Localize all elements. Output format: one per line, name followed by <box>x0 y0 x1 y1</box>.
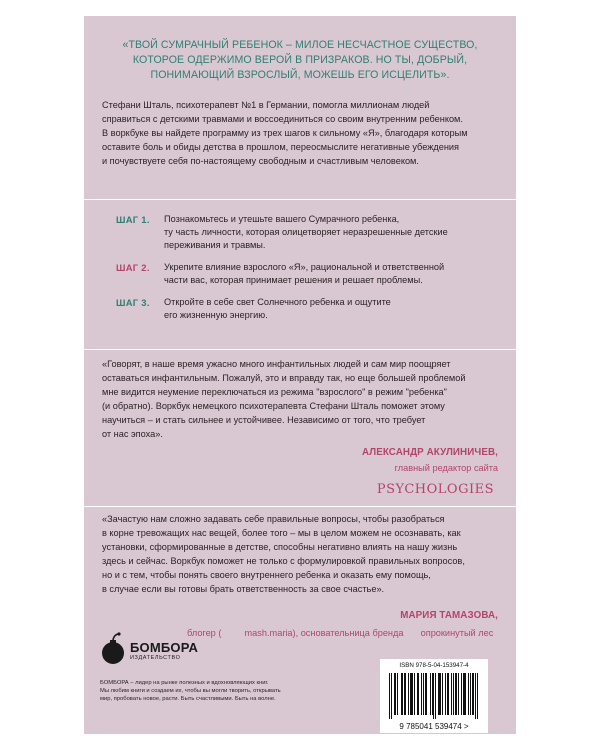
barcode-bar <box>433 673 434 719</box>
step-line: его жизненную энергию. <box>164 310 268 320</box>
barcode-bar <box>475 673 476 719</box>
step-line: Укрепите влияние взрослого «Я», рациональной и ответственной <box>164 262 445 272</box>
step-label: ШАГ 2. <box>116 262 150 273</box>
bomb-icon <box>100 632 126 666</box>
publisher-name: БОМБОРА <box>130 640 199 655</box>
quote-line: но и с тем, чтобы понять своего внутреннего ребенка и оказать ему помощь, <box>102 570 431 580</box>
barcode-bar <box>451 673 452 715</box>
blurb-line: Мы любим книги и создаем их, чтобы вы могли творить, открывать <box>100 688 281 694</box>
barcode-bar <box>465 673 466 715</box>
divider <box>84 349 516 350</box>
barcode-bar <box>440 673 441 715</box>
intro-paragraph <box>102 98 502 168</box>
step-line: ту часть личности, которая олицетворяет неразрешенные детские <box>164 227 448 237</box>
back-cover <box>84 16 516 734</box>
intro-line: Стефани Шталь, психотерапевт №1 в Германии, помогла миллионам людей <box>102 100 430 110</box>
step-1 <box>116 213 506 252</box>
barcode-bar <box>411 673 412 715</box>
barcode-bar <box>405 673 406 715</box>
step-line: части вас, которая принимает решения и решает проблемы. <box>164 275 423 285</box>
barcode-bar <box>394 673 395 715</box>
isbn-text: ISBN 978-5-04-153947-4 <box>399 662 469 669</box>
barcode-bar <box>448 673 449 715</box>
barcode-bar <box>472 673 473 715</box>
quote-tamazova <box>102 512 502 596</box>
step-text <box>164 261 506 287</box>
headline-line: «ТВОЙ СУМРАЧНЫЙ РЕБЕНОК – МИЛОЕ НЕСЧАСТНОЕ СУЩЕСТВО, <box>122 39 478 51</box>
barcode-bar <box>395 673 396 715</box>
headline-line: ПОНИМАЮЩИЙ ВЗРОСЛЫЙ, МОЖЕШЬ ЕГО ИСЦЕЛИТЬ». <box>150 69 450 81</box>
barcode-bar <box>473 673 474 715</box>
quote-author-name: МАРИЯ ТАМАЗОВА, <box>400 610 498 621</box>
intro-line: В воркбуке вы найдете программу из трех шагов к сильному «Я», благодаря которым <box>102 128 468 138</box>
step-text <box>164 296 506 322</box>
publisher-blurb <box>100 679 350 703</box>
role-part: блогер ( <box>187 628 222 638</box>
steps-list <box>116 213 506 331</box>
barcode-bar <box>430 673 431 715</box>
headline-quote <box>110 38 490 83</box>
barcode-bar <box>463 673 464 715</box>
barcode-bar <box>391 673 392 719</box>
barcode-bar <box>397 673 398 715</box>
quote-line: установки, сформированные в детстве, способны негативно влиять на нашу жизнь <box>102 542 458 552</box>
intro-line: и почувствуете себя по-настоящему свободным и счастливым человеком. <box>102 156 419 166</box>
barcode-bar <box>423 673 424 715</box>
barcode-bar <box>470 673 471 715</box>
quote-author-role: главный редактор сайта <box>394 463 498 473</box>
barcode-bar <box>438 673 439 715</box>
blurb-line: мир, пробовать новое, расти. Быть счастливыми. Быть на волне. <box>100 696 276 702</box>
barcode-bar <box>455 673 456 715</box>
barcode-bar <box>408 673 409 715</box>
role-part: mash.maria), основательница бренда <box>244 628 404 638</box>
headline-line: КОТОРОЕ ОДЕРЖИМО ВЕРОЙ В ПРИЗРАКОВ. НО ТЫ, ДОБРЫЙ, <box>132 54 468 66</box>
barcode-bar <box>402 673 403 715</box>
barcode-bar <box>389 673 390 719</box>
barcode-bar <box>447 673 448 715</box>
publisher-logo <box>100 630 199 670</box>
intro-line: справиться с детскими травмами и воссоединиться со своим внутренним ребенком. <box>102 114 463 124</box>
step-2 <box>116 261 506 287</box>
divider <box>84 199 516 200</box>
barcode-bar <box>458 673 459 715</box>
step-line: Познакомьтесь и утешьте вашего Сумрачного ребенка, <box>164 214 400 224</box>
barcode-bar <box>426 673 427 715</box>
barcode-bar <box>439 673 440 715</box>
barcode-bar <box>461 673 462 715</box>
barcode-bar <box>418 673 419 715</box>
barcode-bar <box>412 673 413 715</box>
quote-line: (и обратно). Воркбук немецкого психотерапевта Стефани Шталь поможет этому <box>102 401 445 411</box>
step-label: ШАГ 1. <box>116 214 150 225</box>
blurb-line: БОМБОРА – лидер на рынке полезных и вдохновляющих книг. <box>100 680 269 686</box>
quote-author-role <box>187 628 493 638</box>
step-text <box>164 213 506 252</box>
barcode-bar <box>425 673 426 715</box>
barcode-bar <box>453 673 454 715</box>
barcode-bar <box>435 673 436 719</box>
quote-line: «Зачастую нам сложно задавать себе правильные вопросы, чтобы разобраться <box>102 514 445 524</box>
barcode-bar <box>445 673 446 715</box>
quote-line: мне видится неумение переключаться из режима "взрослого" в режим "ребенка" <box>102 387 447 397</box>
role-part: опрокинутый лес <box>420 628 494 638</box>
barcode-bar <box>432 673 433 715</box>
quote-line: «Говорят, в наше время ужасно много инфантильных людей и сам мир поощряет <box>102 359 451 369</box>
quote-line: оставаться инфантильным. Пожалуй, это и вправду так, но еще большей проблемой <box>102 373 466 383</box>
barcode-bar <box>410 673 411 715</box>
intro-line: оставите боль и обиды детства в прошлом, переосмыслите негативные убеждения <box>102 142 460 152</box>
step-line: переживания и травмы. <box>164 240 266 250</box>
quote-line: в случае если вы готовы брать ответственность за свое счастье». <box>102 584 385 594</box>
barcode-bar <box>414 673 415 715</box>
barcode-bar <box>417 673 418 715</box>
barcode-graphic <box>380 671 488 731</box>
quote-line: научиться – и стать сильнее и устойчивее. Независимо от того, что требует <box>102 415 426 425</box>
barcode-bar <box>468 673 469 715</box>
publisher-sub: ИЗДАТЕЛЬСТВО <box>130 655 181 661</box>
barcode-bar <box>401 673 402 715</box>
step-line: Откройте в себе свет Солнечного ребенка и ощутите <box>164 297 391 307</box>
quote-line: здесь и сейчас. Воркбук поможет не только с формулировкой правильных вопросов, <box>102 556 465 566</box>
quote-author-name: АЛЕКСАНДР АКУЛИНИЧЕВ, <box>361 447 498 458</box>
barcode-bar <box>464 673 465 715</box>
barcode-bar <box>442 673 443 715</box>
barcode-digits: 9 785041 539474 > <box>399 722 469 731</box>
barcode-bar <box>404 673 405 715</box>
barcode-bar <box>421 673 422 715</box>
divider <box>84 506 516 507</box>
psychologies-logo: PSYCHOLOGIES <box>376 482 494 497</box>
step-label: ШАГ 3. <box>116 297 150 308</box>
step-3 <box>116 296 506 322</box>
quote-akulinichev <box>102 357 502 441</box>
quote-line: в корне тревожащих нас вещей, более того – мы в целом можем не осознавать, как <box>102 528 461 538</box>
barcode-bar <box>477 673 478 719</box>
barcode-bar <box>456 673 457 715</box>
barcode <box>380 659 488 733</box>
quote-line: от нас эпоха». <box>102 429 163 439</box>
